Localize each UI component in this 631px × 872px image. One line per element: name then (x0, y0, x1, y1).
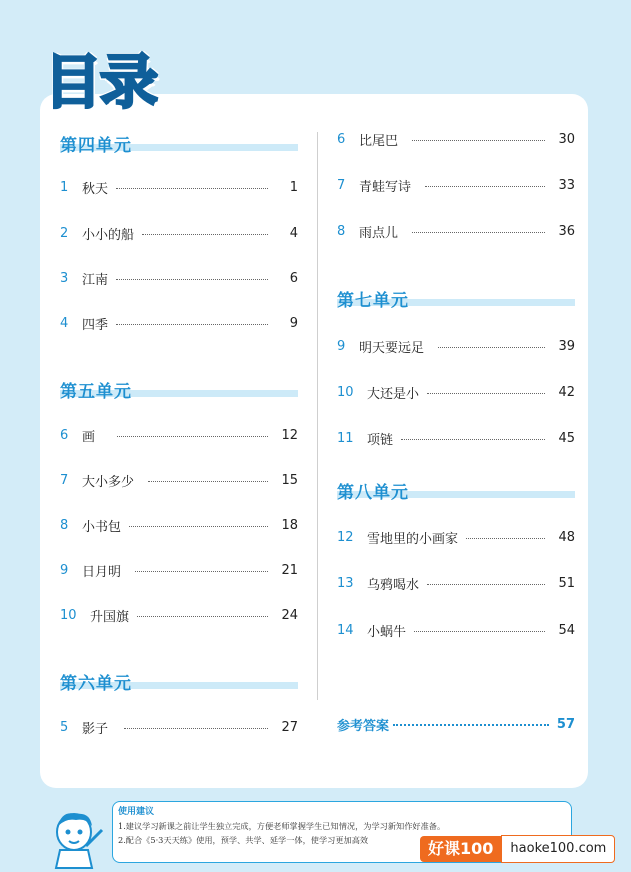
leader-dots (393, 724, 549, 726)
page-number: 36 (558, 223, 575, 239)
unit-title: 第四单元 (60, 136, 132, 156)
page-number: 33 (558, 177, 575, 193)
lesson-number: 8 (60, 517, 69, 533)
lesson-name: 小蜗牛 (367, 624, 407, 640)
lesson-number: 9 (60, 562, 69, 578)
tips-line: 2.配合《5·3天天练》使用，预学、共学、延学一体，使学习更加高效 (118, 835, 369, 845)
leader-dots (427, 584, 545, 585)
page-number: 12 (281, 427, 298, 443)
leader-dots (124, 728, 268, 729)
lesson-number: 3 (60, 270, 69, 286)
lesson-number: 12 (337, 529, 354, 545)
toc-entry[interactable] (60, 223, 298, 243)
leader-dots (116, 324, 268, 325)
lesson-name: 青蛙写诗 (359, 179, 412, 195)
page-number: 54 (558, 622, 575, 638)
lesson-name: 乌鸦喝水 (367, 577, 420, 593)
leader-dots (148, 481, 268, 482)
lesson-number: 6 (337, 131, 346, 147)
lesson-name: 日月明 (82, 564, 122, 580)
unit-title: 第五单元 (60, 382, 132, 402)
tips-title: 使用建议 (118, 807, 155, 817)
page-number: 45 (558, 430, 575, 446)
lesson-number: 10 (60, 607, 77, 623)
lesson-name: 小书包 (82, 519, 122, 535)
lesson-number: 14 (337, 622, 354, 638)
page-number: 18 (281, 517, 298, 533)
column-divider (317, 132, 318, 700)
leader-dots (116, 188, 268, 189)
lesson-name: 雪地里的小画家 (367, 531, 459, 547)
lesson-name: 小小的船 (82, 227, 135, 243)
toc-entry[interactable] (337, 336, 575, 356)
leader-dots (117, 436, 268, 437)
lesson-number: 2 (60, 225, 69, 241)
page-number: 6 (289, 270, 298, 286)
toc-entry[interactable] (60, 313, 298, 333)
leader-dots (142, 234, 268, 235)
lesson-name: 大还是小 (367, 386, 420, 402)
tips-line: 1.建议学习新课之前让学生独立完成，方便老师掌握学生已知情况，为学习新知作好准备。 (118, 821, 446, 831)
page-number: 57 (556, 716, 575, 732)
unit-title: 第七单元 (337, 291, 409, 311)
toc-entry[interactable] (337, 129, 575, 149)
boy-mascot-icon (46, 806, 110, 870)
leader-dots (116, 279, 268, 280)
page-number: 48 (558, 529, 575, 545)
unit-title: 第八单元 (337, 483, 409, 503)
lesson-name: 比尾巴 (359, 133, 399, 149)
lesson-number: 8 (337, 223, 346, 239)
lesson-number: 4 (60, 315, 69, 331)
lesson-name: 四季 (82, 317, 109, 333)
toc-entry[interactable] (60, 717, 298, 737)
toc-entry[interactable] (337, 221, 575, 241)
toc-entry[interactable] (60, 560, 298, 580)
leader-dots (137, 616, 268, 617)
lesson-number: 1 (60, 179, 69, 195)
watermark-brand: 好课100 (420, 836, 501, 862)
toc-entry[interactable] (60, 425, 298, 445)
answer-key-label: 参考答案 (337, 718, 390, 734)
unit-header-4 (60, 131, 298, 156)
leader-dots (401, 439, 545, 440)
unit-title: 第六单元 (60, 674, 132, 694)
lesson-name: 项链 (367, 432, 394, 448)
page-number: 39 (558, 338, 575, 354)
toc-entry[interactable] (60, 268, 298, 288)
page-title: 目录 (44, 48, 157, 116)
lesson-name: 江南 (82, 272, 109, 288)
unit-header-6 (60, 669, 298, 694)
watermark (420, 836, 626, 862)
lesson-name: 升国旗 (90, 609, 130, 625)
leader-dots (438, 347, 545, 348)
leader-dots (414, 631, 545, 632)
page-number: 27 (281, 719, 298, 735)
unit-header-8 (337, 478, 575, 503)
watermark-url: haoke100.com (501, 835, 615, 863)
page-number: 30 (558, 131, 575, 147)
lesson-number: 5 (60, 719, 69, 735)
toc-entry[interactable] (60, 470, 298, 490)
toc-entry[interactable] (337, 175, 575, 195)
lesson-number: 7 (60, 472, 69, 488)
page-number: 21 (281, 562, 298, 578)
lesson-name: 大小多少 (82, 474, 135, 490)
page-number: 24 (281, 607, 298, 623)
toc-entry[interactable] (337, 527, 575, 547)
page-number: 42 (558, 384, 575, 400)
leader-dots (425, 186, 545, 187)
toc-entry[interactable] (60, 515, 298, 535)
leader-dots (412, 232, 545, 233)
leader-dots (466, 538, 545, 539)
toc-entry[interactable] (60, 177, 298, 197)
unit-header-5 (60, 377, 298, 402)
title-block (44, 42, 184, 132)
lesson-number: 10 (337, 384, 354, 400)
toc-entry[interactable] (337, 620, 575, 640)
answer-key-entry[interactable] (337, 714, 575, 734)
page-number: 1 (289, 179, 298, 195)
page-number: 4 (289, 225, 298, 241)
lesson-name: 秋天 (82, 181, 109, 197)
lesson-name: 明天要远足 (359, 340, 425, 356)
leader-dots (427, 393, 545, 394)
toc-entry[interactable] (337, 428, 575, 448)
lesson-number: 9 (337, 338, 346, 354)
lesson-name: 影子 (82, 721, 109, 737)
toc-entry[interactable] (337, 382, 575, 402)
toc-entry[interactable] (60, 605, 298, 625)
leader-dots (129, 526, 268, 527)
toc-entry[interactable] (337, 573, 575, 593)
lesson-number: 7 (337, 177, 346, 193)
page-number: 15 (281, 472, 298, 488)
leader-dots (135, 571, 268, 572)
lesson-number: 6 (60, 427, 69, 443)
lesson-number: 13 (337, 575, 354, 591)
lesson-number: 11 (337, 430, 354, 446)
leader-dots (412, 140, 545, 141)
page-number: 51 (558, 575, 575, 591)
lesson-name: 雨点儿 (359, 225, 399, 241)
unit-header-7 (337, 286, 575, 311)
lesson-name: 画 (82, 429, 96, 445)
page-number: 9 (289, 315, 298, 331)
